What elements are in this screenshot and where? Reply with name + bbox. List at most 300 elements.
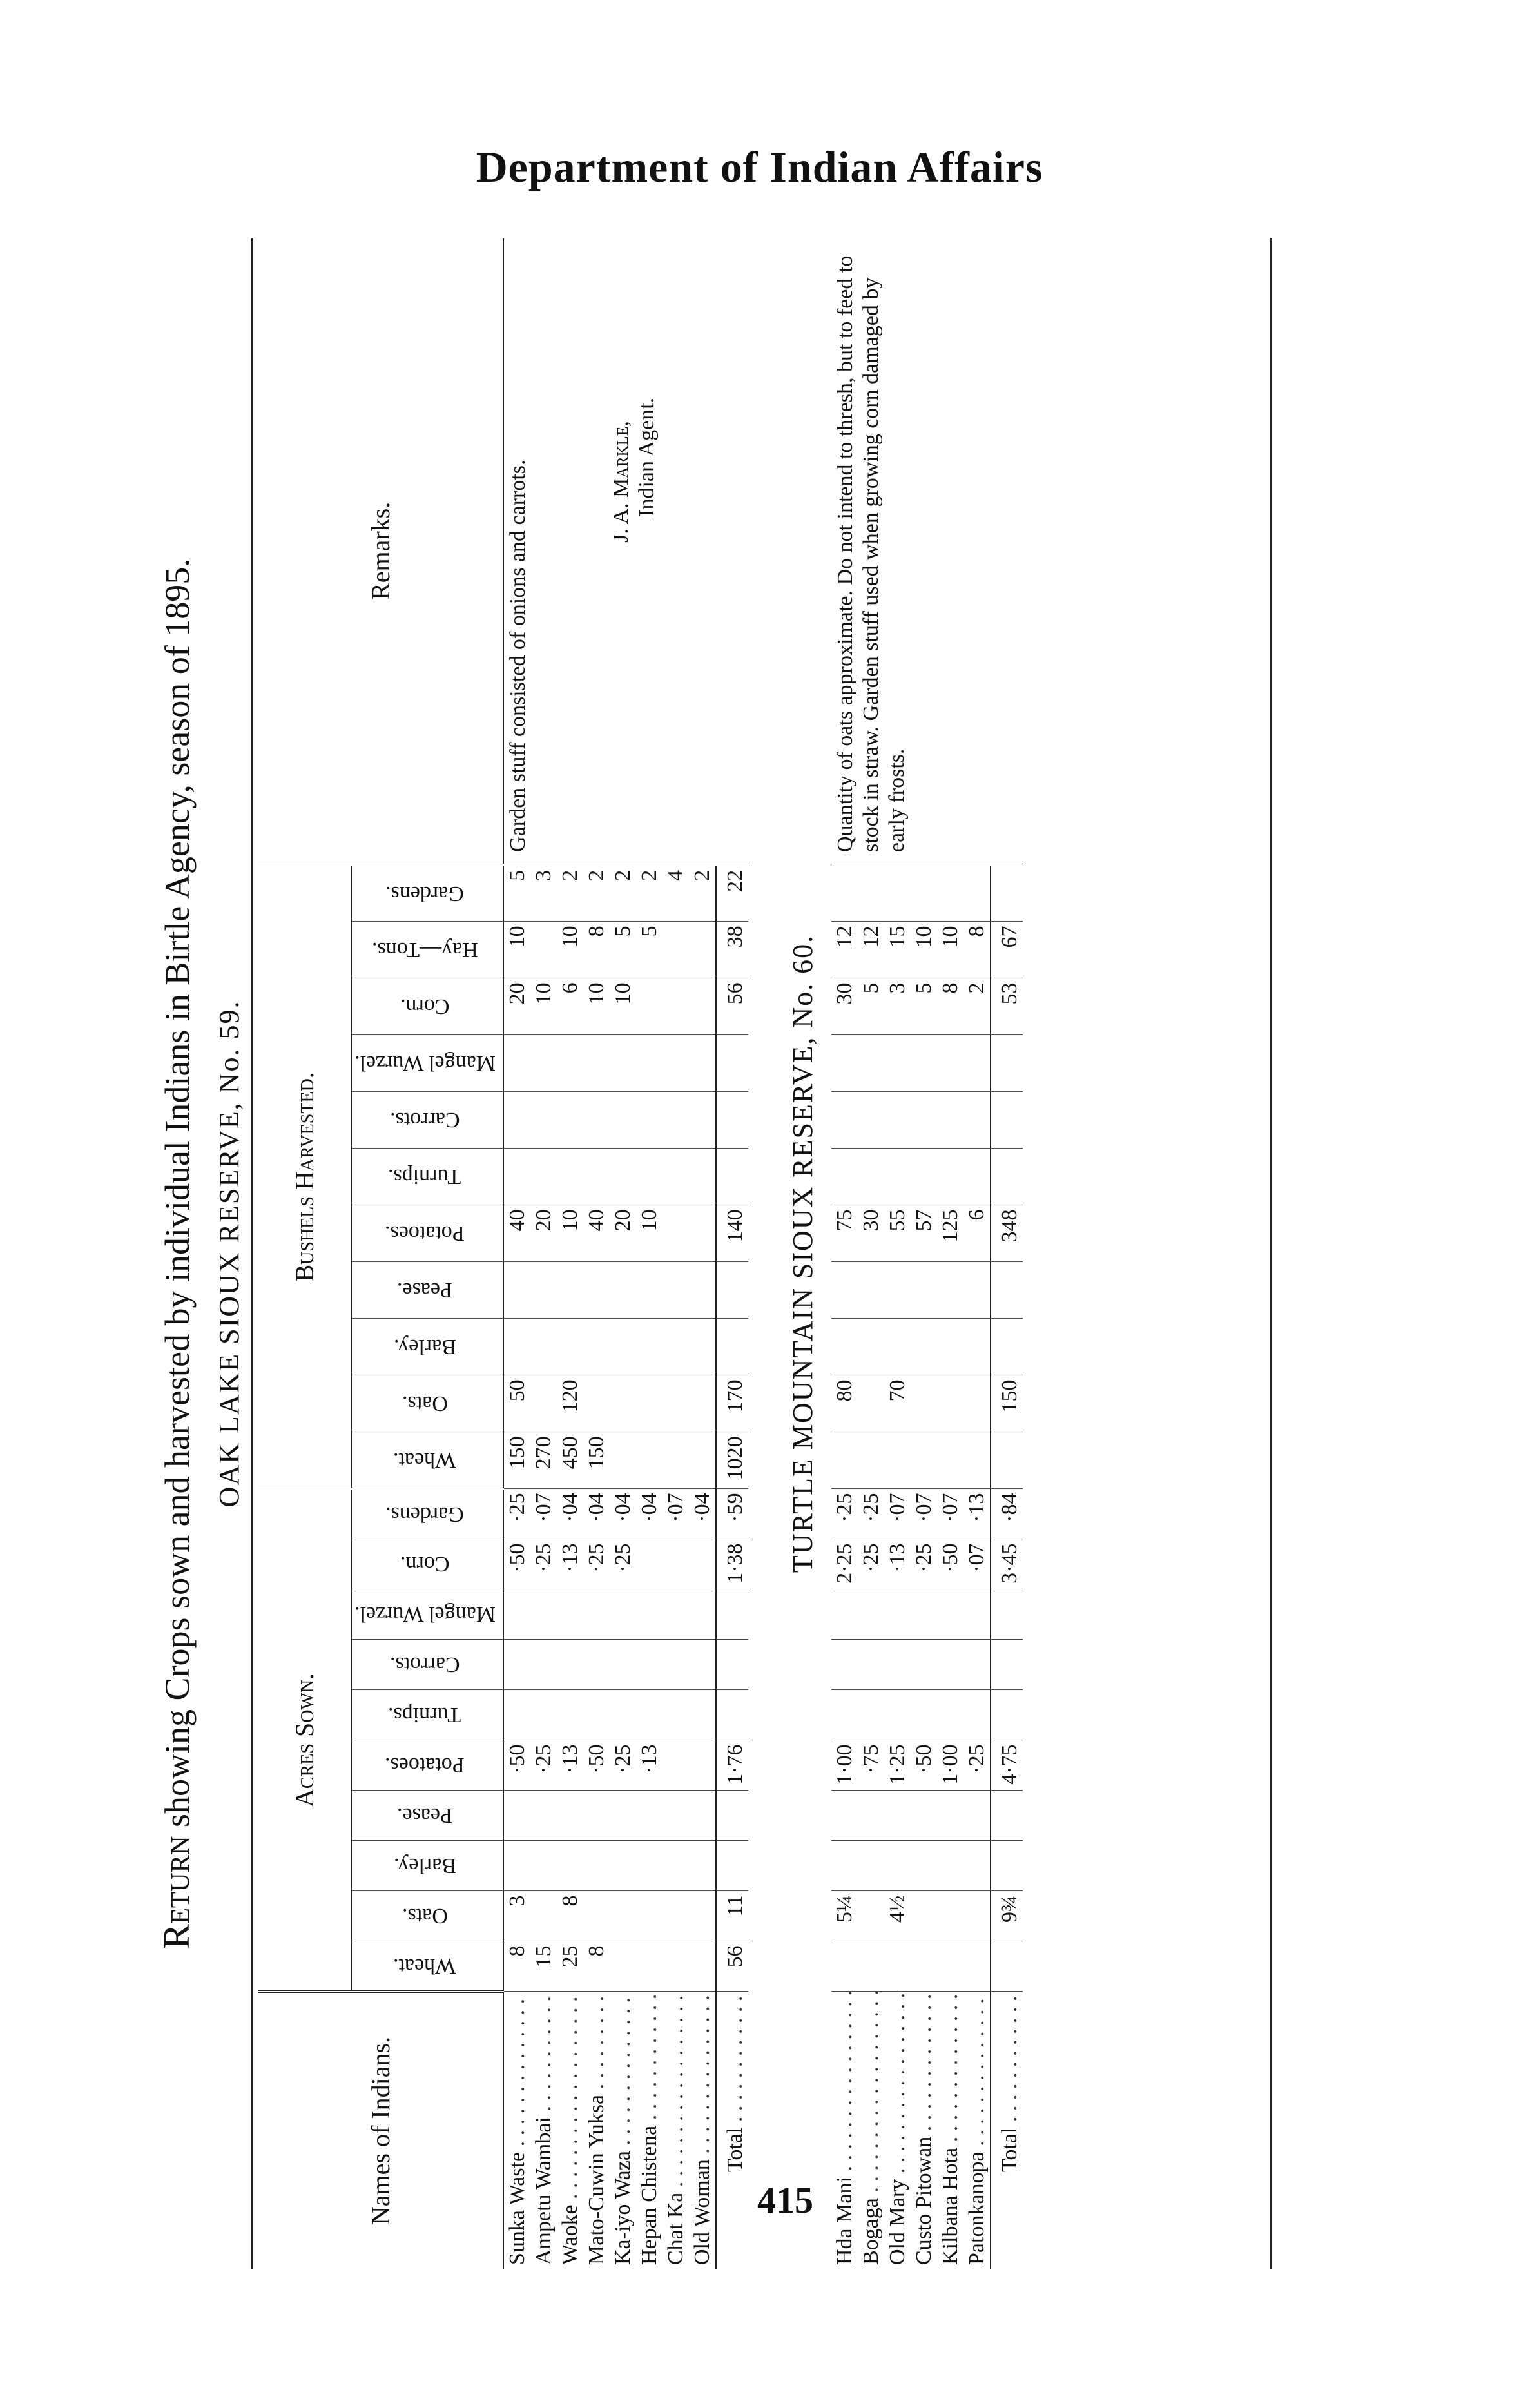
bushels-cell bbox=[583, 1262, 610, 1319]
title-text: showing Crops sown and harvested by individual Indians in Birtle Agency, season of 1895. bbox=[158, 558, 197, 1827]
bushels-total bbox=[991, 1319, 1023, 1375]
acres-cell bbox=[937, 1690, 963, 1740]
bushels-cell bbox=[911, 1375, 937, 1432]
bushels-cell bbox=[503, 1092, 530, 1149]
acres-cell bbox=[689, 1941, 716, 1992]
acres-cell bbox=[963, 1589, 991, 1640]
bushels-cell bbox=[937, 1432, 963, 1489]
bushels-col-header bbox=[351, 1149, 503, 1205]
bushels-cell bbox=[610, 1092, 636, 1149]
acres-cell bbox=[610, 1640, 636, 1690]
acres-cell bbox=[583, 1640, 610, 1690]
indian-name: Sunka Waste . . . bbox=[503, 1992, 530, 2269]
bushels-cell bbox=[963, 1092, 991, 1149]
bushels-col-label: Pease. bbox=[397, 1278, 452, 1303]
acres-cell bbox=[831, 1791, 858, 1841]
acres-cell bbox=[503, 1841, 530, 1891]
acres-cell: ·25 bbox=[911, 1539, 937, 1589]
acres-cell bbox=[636, 1791, 663, 1841]
bushels-total bbox=[716, 1319, 748, 1375]
acres-col-label: Corn. bbox=[400, 1552, 450, 1577]
bushels-cell: 40 bbox=[583, 1205, 610, 1262]
acres-cell bbox=[663, 1791, 689, 1841]
acres-cell bbox=[937, 1791, 963, 1841]
bushels-col-label: Turnips. bbox=[388, 1165, 461, 1189]
bushels-cell bbox=[636, 1149, 663, 1205]
bushels-cell: 2 bbox=[636, 865, 663, 922]
bushels-cell bbox=[831, 1092, 858, 1149]
bushels-cell bbox=[610, 1375, 636, 1432]
bushels-cell: 150 bbox=[503, 1432, 530, 1489]
bushels-cell bbox=[884, 1149, 911, 1205]
acres-cell bbox=[937, 1891, 963, 1941]
bushels-total bbox=[716, 1262, 748, 1319]
bushels-cell: 10 bbox=[911, 922, 937, 978]
bushels-cell: 450 bbox=[557, 1432, 583, 1489]
acres-cell: ·25 bbox=[583, 1539, 610, 1589]
acres-cell: ·13 bbox=[884, 1539, 911, 1589]
bushels-cell bbox=[636, 1262, 663, 1319]
acres-total: 4·75 bbox=[991, 1740, 1023, 1791]
bushels-cell: 15 bbox=[884, 922, 911, 978]
acres-total bbox=[991, 1640, 1023, 1690]
acres-cell: ·07 bbox=[963, 1539, 991, 1589]
bushels-cell bbox=[963, 1262, 991, 1319]
bushels-cell bbox=[557, 1092, 583, 1149]
bushels-harvested-header: Bushels Harvested. bbox=[258, 865, 351, 1489]
acres-cell bbox=[858, 1690, 884, 1740]
table-row bbox=[831, 238, 858, 2269]
bushels-cell: 8 bbox=[963, 922, 991, 978]
bushels-col-header bbox=[351, 922, 503, 978]
acres-cell bbox=[610, 1690, 636, 1740]
bushels-cell bbox=[689, 1375, 716, 1432]
bushels-cell bbox=[663, 1375, 689, 1432]
bushels-cell bbox=[610, 1035, 636, 1092]
acres-cell bbox=[530, 1791, 557, 1841]
bushels-cell: 120 bbox=[557, 1375, 583, 1432]
bushels-cell: 10 bbox=[610, 978, 636, 1035]
acres-cell: ·25 bbox=[610, 1740, 636, 1791]
bushels-cell bbox=[831, 1432, 858, 1489]
bushels-cell: 5 bbox=[503, 865, 530, 922]
acres-total bbox=[991, 1791, 1023, 1841]
acres-cell bbox=[583, 1891, 610, 1941]
acres-col-header bbox=[351, 1539, 503, 1589]
acres-cell bbox=[503, 1690, 530, 1740]
total-label: Total . . . bbox=[716, 1992, 748, 2269]
bushels-col-header bbox=[351, 1432, 503, 1489]
bushels-total bbox=[991, 1432, 1023, 1489]
acres-cell bbox=[583, 1690, 610, 1740]
bushels-cell bbox=[689, 1149, 716, 1205]
table-title bbox=[155, 238, 198, 2269]
bushels-cell: 6 bbox=[963, 1205, 991, 1262]
bushels-cell bbox=[831, 1319, 858, 1375]
acres-col-label: Mangel Wurzel. bbox=[354, 1602, 496, 1627]
bushels-total: 150 bbox=[991, 1375, 1023, 1432]
bushels-cell: 10 bbox=[583, 978, 610, 1035]
acres-total bbox=[716, 1589, 748, 1640]
acres-cell bbox=[831, 1589, 858, 1640]
bushels-cell bbox=[911, 1319, 937, 1375]
acres-col-label: Potatoes. bbox=[385, 1753, 465, 1778]
bushels-cell bbox=[663, 922, 689, 978]
title-caps: Return bbox=[155, 1836, 197, 1949]
acres-cell bbox=[937, 1841, 963, 1891]
bushels-cell: 30 bbox=[858, 1205, 884, 1262]
acres-cell bbox=[911, 1941, 937, 1992]
bushels-col-header bbox=[351, 1375, 503, 1432]
bushels-cell bbox=[610, 1262, 636, 1319]
acres-cell bbox=[557, 1690, 583, 1740]
bushels-cell bbox=[884, 1432, 911, 1489]
acres-cell bbox=[689, 1589, 716, 1640]
acres-cell bbox=[530, 1891, 557, 1941]
acres-cell bbox=[689, 1640, 716, 1690]
acres-total: 9¾ bbox=[991, 1891, 1023, 1941]
indian-name: Kilbana Hota . . . bbox=[937, 1992, 963, 2269]
bushels-cell bbox=[937, 1092, 963, 1149]
table-row bbox=[503, 238, 530, 2269]
bushels-total bbox=[991, 1262, 1023, 1319]
indian-name: Ka-iyo Waza . . . bbox=[610, 1992, 636, 2269]
bushels-cell bbox=[610, 1319, 636, 1375]
bushels-cell bbox=[663, 1092, 689, 1149]
bushels-cell: 2 bbox=[610, 865, 636, 922]
acres-cell: ·07 bbox=[937, 1489, 963, 1539]
acres-col-header bbox=[351, 1640, 503, 1690]
bushels-cell bbox=[937, 1035, 963, 1092]
remarks-text: Quantity of oats approximate. Do not intend to thresh, but to feed to stock in straw. Garden stuff used when growing corn damaged by early frosts. bbox=[833, 255, 909, 852]
bushels-cell: 2 bbox=[963, 978, 991, 1035]
bushels-cell bbox=[963, 1375, 991, 1432]
acres-cell bbox=[689, 1891, 716, 1941]
bushels-col-header bbox=[351, 865, 503, 922]
bushels-cell bbox=[963, 1432, 991, 1489]
bushels-total: 348 bbox=[991, 1205, 1023, 1262]
oak-lake-heading: OAK LAKE SIOUX RESERVE, No. 59. bbox=[213, 1000, 245, 1508]
acres-total bbox=[991, 1841, 1023, 1891]
bushels-cell bbox=[884, 1319, 911, 1375]
bushels-cell: 5 bbox=[610, 922, 636, 978]
acres-cell bbox=[911, 1589, 937, 1640]
page-number: 415 bbox=[757, 2179, 813, 2221]
acres-cell: ·25 bbox=[963, 1740, 991, 1791]
bushels-cell: 270 bbox=[530, 1432, 557, 1489]
bushels-cell bbox=[530, 922, 557, 978]
bushels-cell bbox=[636, 1092, 663, 1149]
bushels-col-header bbox=[351, 1092, 503, 1149]
acres-cell bbox=[530, 1841, 557, 1891]
acres-cell: 8 bbox=[503, 1941, 530, 1992]
bushels-cell bbox=[557, 1319, 583, 1375]
bushels-total bbox=[991, 865, 1023, 922]
acres-cell: 25 bbox=[557, 1941, 583, 1992]
acres-cell bbox=[937, 1640, 963, 1690]
bushels-cell bbox=[858, 1432, 884, 1489]
acres-cell bbox=[884, 1690, 911, 1740]
bushels-cell: 3 bbox=[530, 865, 557, 922]
acres-cell bbox=[689, 1841, 716, 1891]
acres-total bbox=[716, 1791, 748, 1841]
acres-cell bbox=[831, 1690, 858, 1740]
bushels-cell: 10 bbox=[557, 922, 583, 978]
acres-col-header bbox=[351, 1941, 503, 1992]
bushels-cell bbox=[963, 865, 991, 922]
acres-col-header bbox=[351, 1690, 503, 1740]
acres-cell bbox=[503, 1640, 530, 1690]
bushels-cell: 30 bbox=[831, 978, 858, 1035]
acres-cell bbox=[610, 1941, 636, 1992]
bushels-cell bbox=[663, 1205, 689, 1262]
acres-col-header bbox=[351, 1791, 503, 1841]
acres-cell: ·50 bbox=[583, 1740, 610, 1791]
bushels-cell bbox=[963, 1149, 991, 1205]
bushels-total bbox=[991, 1035, 1023, 1092]
acres-cell: 15 bbox=[530, 1941, 557, 1992]
bushels-total bbox=[991, 1092, 1023, 1149]
indian-name: Waoke . . . bbox=[557, 1992, 583, 2269]
bushels-col-label: Hay—Tons. bbox=[371, 938, 478, 962]
acres-cell bbox=[663, 1891, 689, 1941]
acres-cell bbox=[663, 1841, 689, 1891]
bushels-cell bbox=[503, 1262, 530, 1319]
acres-cell: ·50 bbox=[911, 1740, 937, 1791]
acres-cell: ·13 bbox=[963, 1489, 991, 1539]
acres-cell: 1·25 bbox=[884, 1740, 911, 1791]
bushels-cell: 125 bbox=[937, 1205, 963, 1262]
bushels-cell bbox=[610, 1149, 636, 1205]
bushels-cell bbox=[858, 865, 884, 922]
bushels-cell bbox=[963, 1035, 991, 1092]
acres-cell bbox=[884, 1941, 911, 1992]
bushels-col-label: Corn. bbox=[400, 995, 450, 1019]
bushels-col-label: Carrots. bbox=[389, 1108, 460, 1132]
indian-name: Mato-Cuwin Yuksa . . . bbox=[583, 1992, 610, 2269]
acres-cell bbox=[636, 1539, 663, 1589]
acres-cell bbox=[858, 1941, 884, 1992]
turtle-mountain-table bbox=[831, 238, 1023, 2269]
bushels-cell bbox=[530, 1092, 557, 1149]
bushels-cell bbox=[530, 1149, 557, 1205]
bushels-cell: 5 bbox=[911, 978, 937, 1035]
bushels-total bbox=[991, 1149, 1023, 1205]
acres-cell bbox=[911, 1891, 937, 1941]
acres-cell bbox=[663, 1539, 689, 1589]
acres-col-header bbox=[351, 1891, 503, 1941]
acres-cell: ·04 bbox=[636, 1489, 663, 1539]
acres-col-header bbox=[351, 1740, 503, 1791]
turtle-mountain-heading: TURTLE MOUNTAIN SIOUX RESERVE, No. 60. bbox=[787, 934, 818, 1573]
bushels-col-label: Wheat. bbox=[393, 1448, 456, 1472]
bushels-cell bbox=[689, 1432, 716, 1489]
acres-cell: ·50 bbox=[503, 1740, 530, 1791]
acres-cell bbox=[583, 1841, 610, 1891]
acres-cell bbox=[963, 1791, 991, 1841]
bushels-cell bbox=[937, 865, 963, 922]
acres-cell bbox=[557, 1589, 583, 1640]
acres-cell bbox=[689, 1690, 716, 1740]
acres-cell: 1·00 bbox=[831, 1740, 858, 1791]
acres-cell: ·25 bbox=[530, 1539, 557, 1589]
acres-total: 56 bbox=[716, 1941, 748, 1992]
bottom-rule bbox=[1270, 238, 1272, 2269]
acres-cell bbox=[557, 1791, 583, 1841]
bushels-col-header bbox=[351, 1035, 503, 1092]
indian-name: Hda Mani . . . bbox=[831, 1992, 858, 2269]
bushels-total: 1020 bbox=[716, 1432, 748, 1489]
acres-cell bbox=[663, 1640, 689, 1690]
acres-cell bbox=[884, 1640, 911, 1690]
bushels-cell bbox=[858, 1092, 884, 1149]
bushels-cell bbox=[583, 1092, 610, 1149]
acres-cell bbox=[610, 1589, 636, 1640]
acres-cell: ·04 bbox=[610, 1489, 636, 1539]
bushels-cell: 12 bbox=[831, 922, 858, 978]
bushels-cell: 8 bbox=[583, 922, 610, 978]
acres-cell bbox=[503, 1589, 530, 1640]
bushels-cell bbox=[503, 1319, 530, 1375]
acres-cell bbox=[610, 1791, 636, 1841]
bushels-cell bbox=[530, 1262, 557, 1319]
total-label: Total . . . bbox=[991, 1992, 1023, 2269]
acres-cell bbox=[963, 1690, 991, 1740]
indian-name: Patonkanopa . . . bbox=[963, 1992, 991, 2269]
acres-cell: ·13 bbox=[636, 1740, 663, 1791]
acres-total bbox=[716, 1690, 748, 1740]
acres-cell bbox=[557, 1640, 583, 1690]
bushels-col-label: Barley. bbox=[393, 1335, 456, 1359]
bushels-cell bbox=[858, 1375, 884, 1432]
acres-col-label: Pease. bbox=[397, 1803, 452, 1828]
bushels-col-label: Gardens. bbox=[385, 882, 464, 906]
bushels-cell bbox=[831, 1035, 858, 1092]
acres-cell bbox=[911, 1690, 937, 1740]
acres-cell bbox=[636, 1690, 663, 1740]
bushels-cell bbox=[858, 1319, 884, 1375]
bushels-col-label: Potatoes. bbox=[385, 1221, 465, 1246]
bushels-cell: 10 bbox=[530, 978, 557, 1035]
bushels-cell bbox=[636, 1319, 663, 1375]
bushels-cell: 70 bbox=[884, 1375, 911, 1432]
bushels-cell bbox=[937, 1375, 963, 1432]
acres-cell: ·13 bbox=[557, 1740, 583, 1791]
bushels-cell bbox=[583, 1149, 610, 1205]
bushels-cell bbox=[557, 1035, 583, 1092]
bushels-cell: 20 bbox=[503, 978, 530, 1035]
bushels-cell: 2 bbox=[689, 865, 716, 922]
acres-total bbox=[991, 1589, 1023, 1640]
bushels-total bbox=[716, 1035, 748, 1092]
bushels-cell bbox=[636, 1432, 663, 1489]
acres-cell: ·07 bbox=[911, 1489, 937, 1539]
oak-lake-table bbox=[258, 238, 748, 2269]
acres-cell bbox=[858, 1589, 884, 1640]
acres-col-header bbox=[351, 1841, 503, 1891]
acres-cell: 4½ bbox=[884, 1891, 911, 1941]
acres-total bbox=[716, 1640, 748, 1690]
acres-cell bbox=[530, 1690, 557, 1740]
bushels-col-header bbox=[351, 1262, 503, 1319]
acres-cell: ·25 bbox=[858, 1539, 884, 1589]
acres-cell: ·75 bbox=[858, 1740, 884, 1791]
acres-cell bbox=[963, 1841, 991, 1891]
bushels-cell: 5 bbox=[858, 978, 884, 1035]
acres-cell bbox=[911, 1791, 937, 1841]
bushels-total: 170 bbox=[716, 1375, 748, 1432]
bushels-cell bbox=[937, 1319, 963, 1375]
bushels-cell: 10 bbox=[636, 1205, 663, 1262]
rotated-table-block bbox=[129, 238, 1302, 2269]
bushels-cell bbox=[689, 1035, 716, 1092]
indian-name: Old Mary . . . bbox=[884, 1992, 911, 2269]
acres-cell bbox=[610, 1841, 636, 1891]
bushels-col-header bbox=[351, 1319, 503, 1375]
acres-total: ·59 bbox=[716, 1489, 748, 1539]
bushels-cell: 55 bbox=[884, 1205, 911, 1262]
bushels-total: 140 bbox=[716, 1205, 748, 1262]
bushels-cell bbox=[610, 1432, 636, 1489]
acres-cell bbox=[911, 1841, 937, 1891]
bushels-cell bbox=[689, 1092, 716, 1149]
bushels-total bbox=[716, 1149, 748, 1205]
remarks-cell bbox=[503, 238, 748, 865]
acres-cell bbox=[663, 1740, 689, 1791]
acres-col-label: Gardens. bbox=[385, 1502, 464, 1527]
agent-signature bbox=[608, 242, 660, 852]
bushels-total: 38 bbox=[716, 922, 748, 978]
bushels-total: 56 bbox=[716, 978, 748, 1035]
acres-cell bbox=[858, 1791, 884, 1841]
bushels-cell: 75 bbox=[831, 1205, 858, 1262]
bushels-cell bbox=[530, 1375, 557, 1432]
acres-cell: ·25 bbox=[530, 1740, 557, 1791]
bushels-cell bbox=[583, 1035, 610, 1092]
acres-cell bbox=[689, 1740, 716, 1791]
bushels-cell bbox=[663, 978, 689, 1035]
names-header: Names of Indians. bbox=[258, 1992, 503, 2269]
acres-cell: 8 bbox=[583, 1941, 610, 1992]
bushels-cell bbox=[937, 1262, 963, 1319]
bushels-cell bbox=[636, 1375, 663, 1432]
bushels-cell: 20 bbox=[610, 1205, 636, 1262]
top-rule bbox=[251, 238, 253, 2269]
indian-name: Custo Pitowan . . . bbox=[911, 1992, 937, 2269]
bushels-cell bbox=[831, 1149, 858, 1205]
indian-name: Chat Ka . . . bbox=[663, 1992, 689, 2269]
acres-col-label: Wheat. bbox=[393, 1954, 456, 1978]
bushels-cell bbox=[689, 922, 716, 978]
acres-cell bbox=[583, 1589, 610, 1640]
acres-cell: 3 bbox=[503, 1891, 530, 1941]
bushels-cell bbox=[636, 978, 663, 1035]
bushels-cell bbox=[858, 1262, 884, 1319]
acres-cell: ·50 bbox=[937, 1539, 963, 1589]
acres-cell: ·25 bbox=[831, 1489, 858, 1539]
bushels-col-label: Oats. bbox=[402, 1392, 448, 1416]
acres-cell bbox=[884, 1841, 911, 1891]
acres-cell bbox=[689, 1539, 716, 1589]
acres-cell bbox=[663, 1941, 689, 1992]
acres-cell: ·50 bbox=[503, 1539, 530, 1589]
acres-cell: ·25 bbox=[503, 1489, 530, 1539]
bushels-cell bbox=[884, 865, 911, 922]
acres-cell bbox=[937, 1589, 963, 1640]
bushels-cell bbox=[858, 1035, 884, 1092]
acres-cell bbox=[503, 1791, 530, 1841]
bushels-cell: 20 bbox=[530, 1205, 557, 1262]
